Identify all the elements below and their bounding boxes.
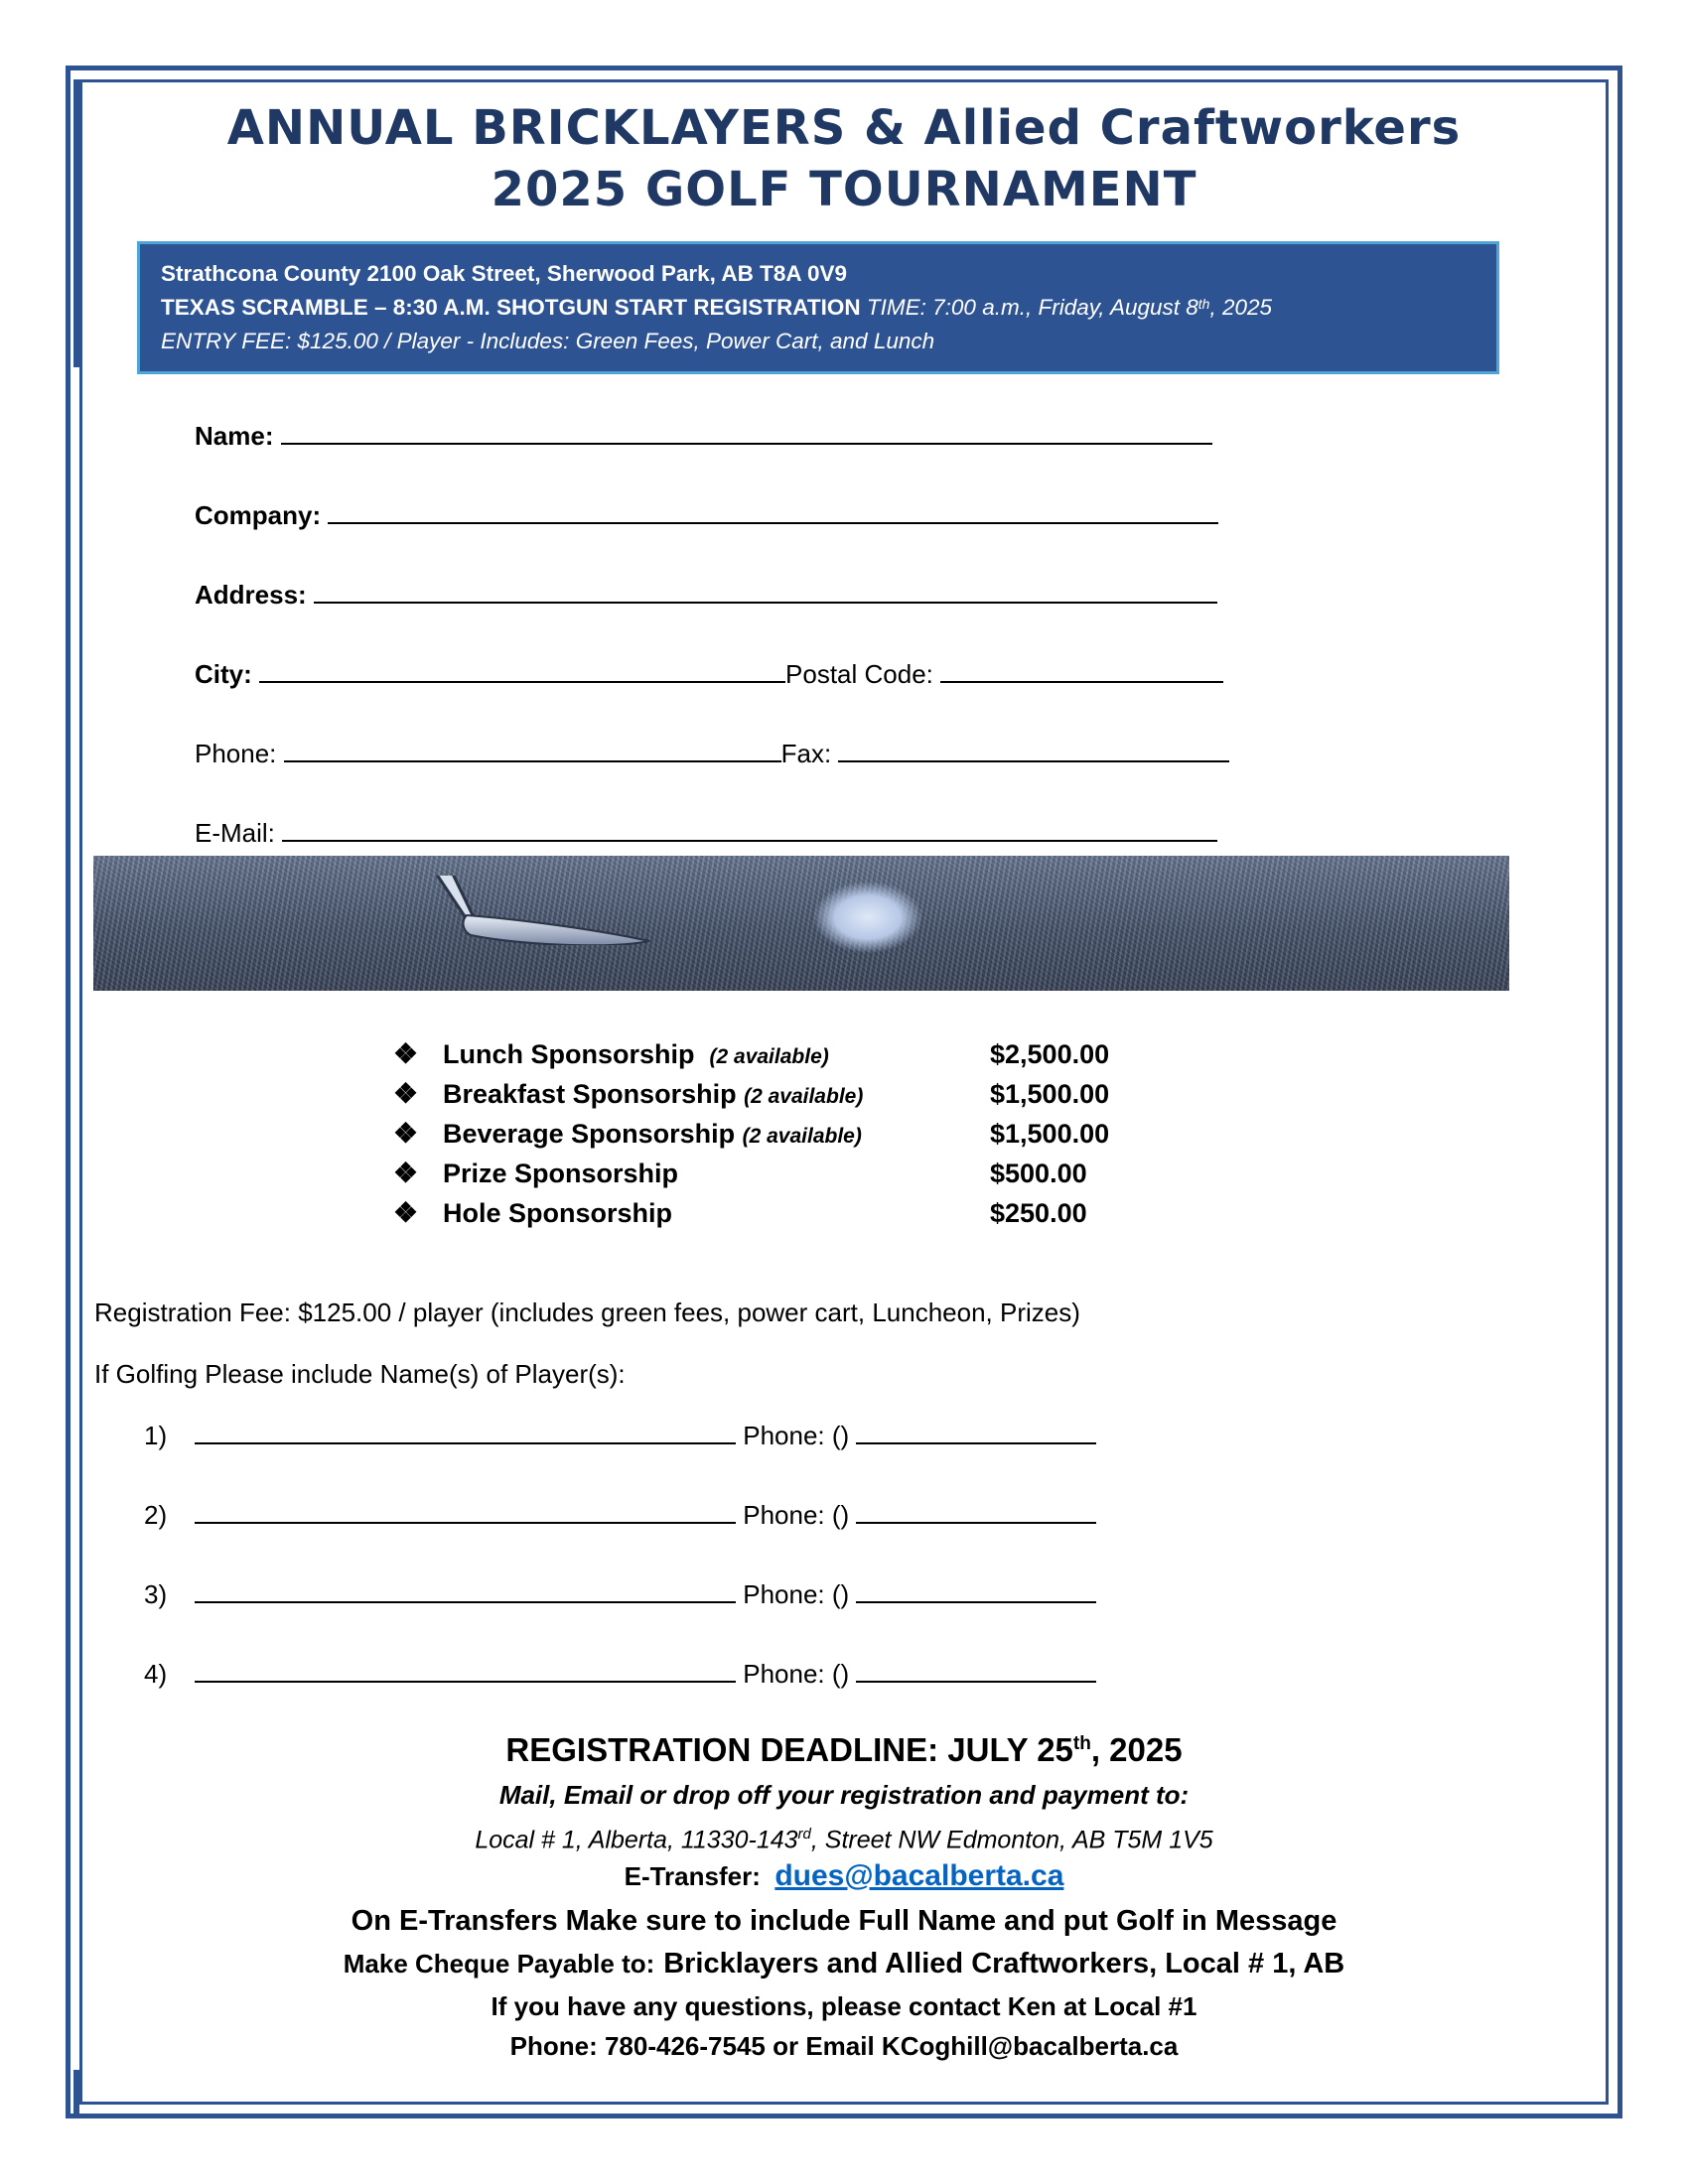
city-line[interactable] (259, 657, 785, 683)
diamond-bullet-icon: ❖ (393, 1038, 419, 1069)
phone-line[interactable] (284, 737, 781, 762)
player-name-line[interactable] (195, 1419, 736, 1444)
company-field[interactable] (195, 498, 1218, 532)
player-phone-line[interactable] (856, 1657, 1096, 1683)
email-label: E-Mail: (195, 818, 275, 848)
sponsorship-name: Lunch Sponsorship (2 available) (443, 1039, 829, 1069)
address-field[interactable] (195, 578, 1217, 612)
address-line[interactable] (314, 578, 1217, 604)
player-phone-label: Phone: () (743, 1500, 850, 1530)
player-number: 1) (144, 1421, 168, 1450)
sponsorship-name: Prize Sponsorship (443, 1159, 679, 1188)
sponsorship-name: Hole Sponsorship (443, 1198, 673, 1228)
name-field[interactable] (195, 419, 1212, 453)
frame-accent-left (73, 79, 79, 367)
sponsorship-price: $250.00 (990, 1198, 1087, 1228)
diamond-bullet-icon: ❖ (393, 1197, 419, 1228)
cheque-payee: Bricklayers and Allied Craftworkers, Local # 1, AB (663, 1948, 1345, 1979)
city-label: City: (195, 659, 252, 689)
sponsorship-price: $500.00 (990, 1159, 1087, 1188)
sponsorship-item (0, 1074, 1688, 1114)
player-row[interactable] (144, 1657, 1096, 1691)
name-label: Name: (195, 421, 274, 451)
player-name-line[interactable] (195, 1657, 736, 1683)
golf-club-icon (371, 876, 709, 945)
etransfer-note: On E-Transfers Make sure to include Full Name and put Golf in Message (351, 1905, 1337, 1937)
sponsorship-name: Beverage Sponsorship (2 available) (443, 1119, 862, 1149)
diamond-bullet-icon: ❖ (393, 1118, 419, 1149)
company-label: Company: (195, 500, 322, 530)
contact-phone-email: Phone: 780-426-7545 or Email KCoghill@bacalberta.ca (509, 2031, 1179, 2061)
event-location: Strathcona County 2100 Oak Street, Sherwood Park, AB T8A 0V9 (161, 261, 848, 286)
diamond-bullet-icon: ❖ (393, 1078, 419, 1109)
player-row[interactable] (144, 1419, 1096, 1452)
player-phone-line[interactable] (856, 1577, 1096, 1603)
mailing-address: Local # 1, Alberta, 11330-143rd, Street NW Edmonton, AB T5M 1V5 (475, 1826, 1213, 1854)
sponsorship-price: $1,500.00 (990, 1079, 1110, 1109)
sponsorship-item (0, 1154, 1688, 1193)
player-phone-label: Phone: () (743, 1659, 850, 1689)
player-name-line[interactable] (195, 1577, 736, 1603)
title-line-1: ANNUAL BRICKLAYERS & Allied Craftworkers (226, 100, 1462, 156)
postal-code-line[interactable] (940, 657, 1223, 683)
sponsorship-item (0, 1193, 1688, 1233)
phone-field[interactable] (195, 737, 1229, 770)
fax-label: Fax: (780, 739, 832, 768)
player-number: 4) (144, 1659, 168, 1689)
sponsorship-name: Breakfast Sponsorship (2 available) (443, 1079, 864, 1109)
email-line[interactable] (282, 816, 1217, 842)
registration-fee-text: Registration Fee: $125.00 / player (includes green fees, power cart, Luncheon, Prizes) (94, 1297, 1080, 1327)
email-field[interactable] (195, 816, 1217, 850)
event-format: TEXAS SCRAMBLE – 8:30 A.M. SHOTGUN START REGISTRATION (161, 295, 861, 320)
player-row[interactable] (144, 1577, 1096, 1611)
event-info-box (137, 241, 1499, 374)
entry-fee: ENTRY FEE: $125.00 / Player - Includes: Green Fees, Power Cart, and Lunch (161, 329, 935, 353)
player-phone-line[interactable] (856, 1419, 1096, 1444)
players-intro-text: If Golfing Please include Name(s) of Player(s): (94, 1359, 626, 1389)
phone-label: Phone: (195, 739, 277, 768)
fax-line[interactable] (838, 737, 1229, 762)
player-phone-line[interactable] (856, 1498, 1096, 1524)
registration-deadline: REGISTRATION DEADLINE: JULY 25th, 2025 (505, 1731, 1183, 1768)
name-line[interactable] (281, 419, 1212, 445)
city-field[interactable] (195, 657, 1223, 691)
event-time: TIME: 7:00 a.m., Friday, August 8th, 2025 (866, 295, 1273, 320)
cheque-payable (99, 1944, 1589, 1988)
etransfer-line (99, 1856, 1589, 1896)
player-number: 3) (144, 1579, 168, 1609)
frame-accent-bottom (73, 2070, 79, 2115)
player-number: 2) (144, 1500, 168, 1530)
etransfer-label: E-Transfer: (624, 1861, 761, 1891)
etransfer-email-link[interactable]: dues@bacalberta.ca (774, 1859, 1064, 1892)
company-line[interactable] (328, 498, 1218, 524)
cheque-label: Make Cheque Payable to: (343, 1949, 655, 1979)
diamond-bullet-icon: ❖ (393, 1158, 419, 1188)
player-name-line[interactable] (195, 1498, 736, 1524)
mail-instructions: Mail, Email or drop off your registration and payment to: (498, 1780, 1190, 1810)
questions-contact: If you have any questions, please contact Ken at Local #1 (491, 1991, 1197, 2021)
golf-banner-image (93, 856, 1509, 991)
sponsorship-item (0, 1034, 1688, 1074)
player-phone-label: Phone: () (743, 1421, 850, 1450)
sponsorship-item (0, 1114, 1688, 1154)
sponsorship-price: $2,500.00 (990, 1039, 1110, 1069)
address-label: Address: (195, 580, 307, 610)
player-phone-label: Phone: () (743, 1579, 850, 1609)
postal-code-label: Postal Code: (785, 659, 933, 689)
player-row[interactable] (144, 1498, 1096, 1532)
title-line-2: 2025 GOLF TOURNAMENT (491, 162, 1197, 217)
sponsorship-price: $1,500.00 (990, 1119, 1110, 1149)
